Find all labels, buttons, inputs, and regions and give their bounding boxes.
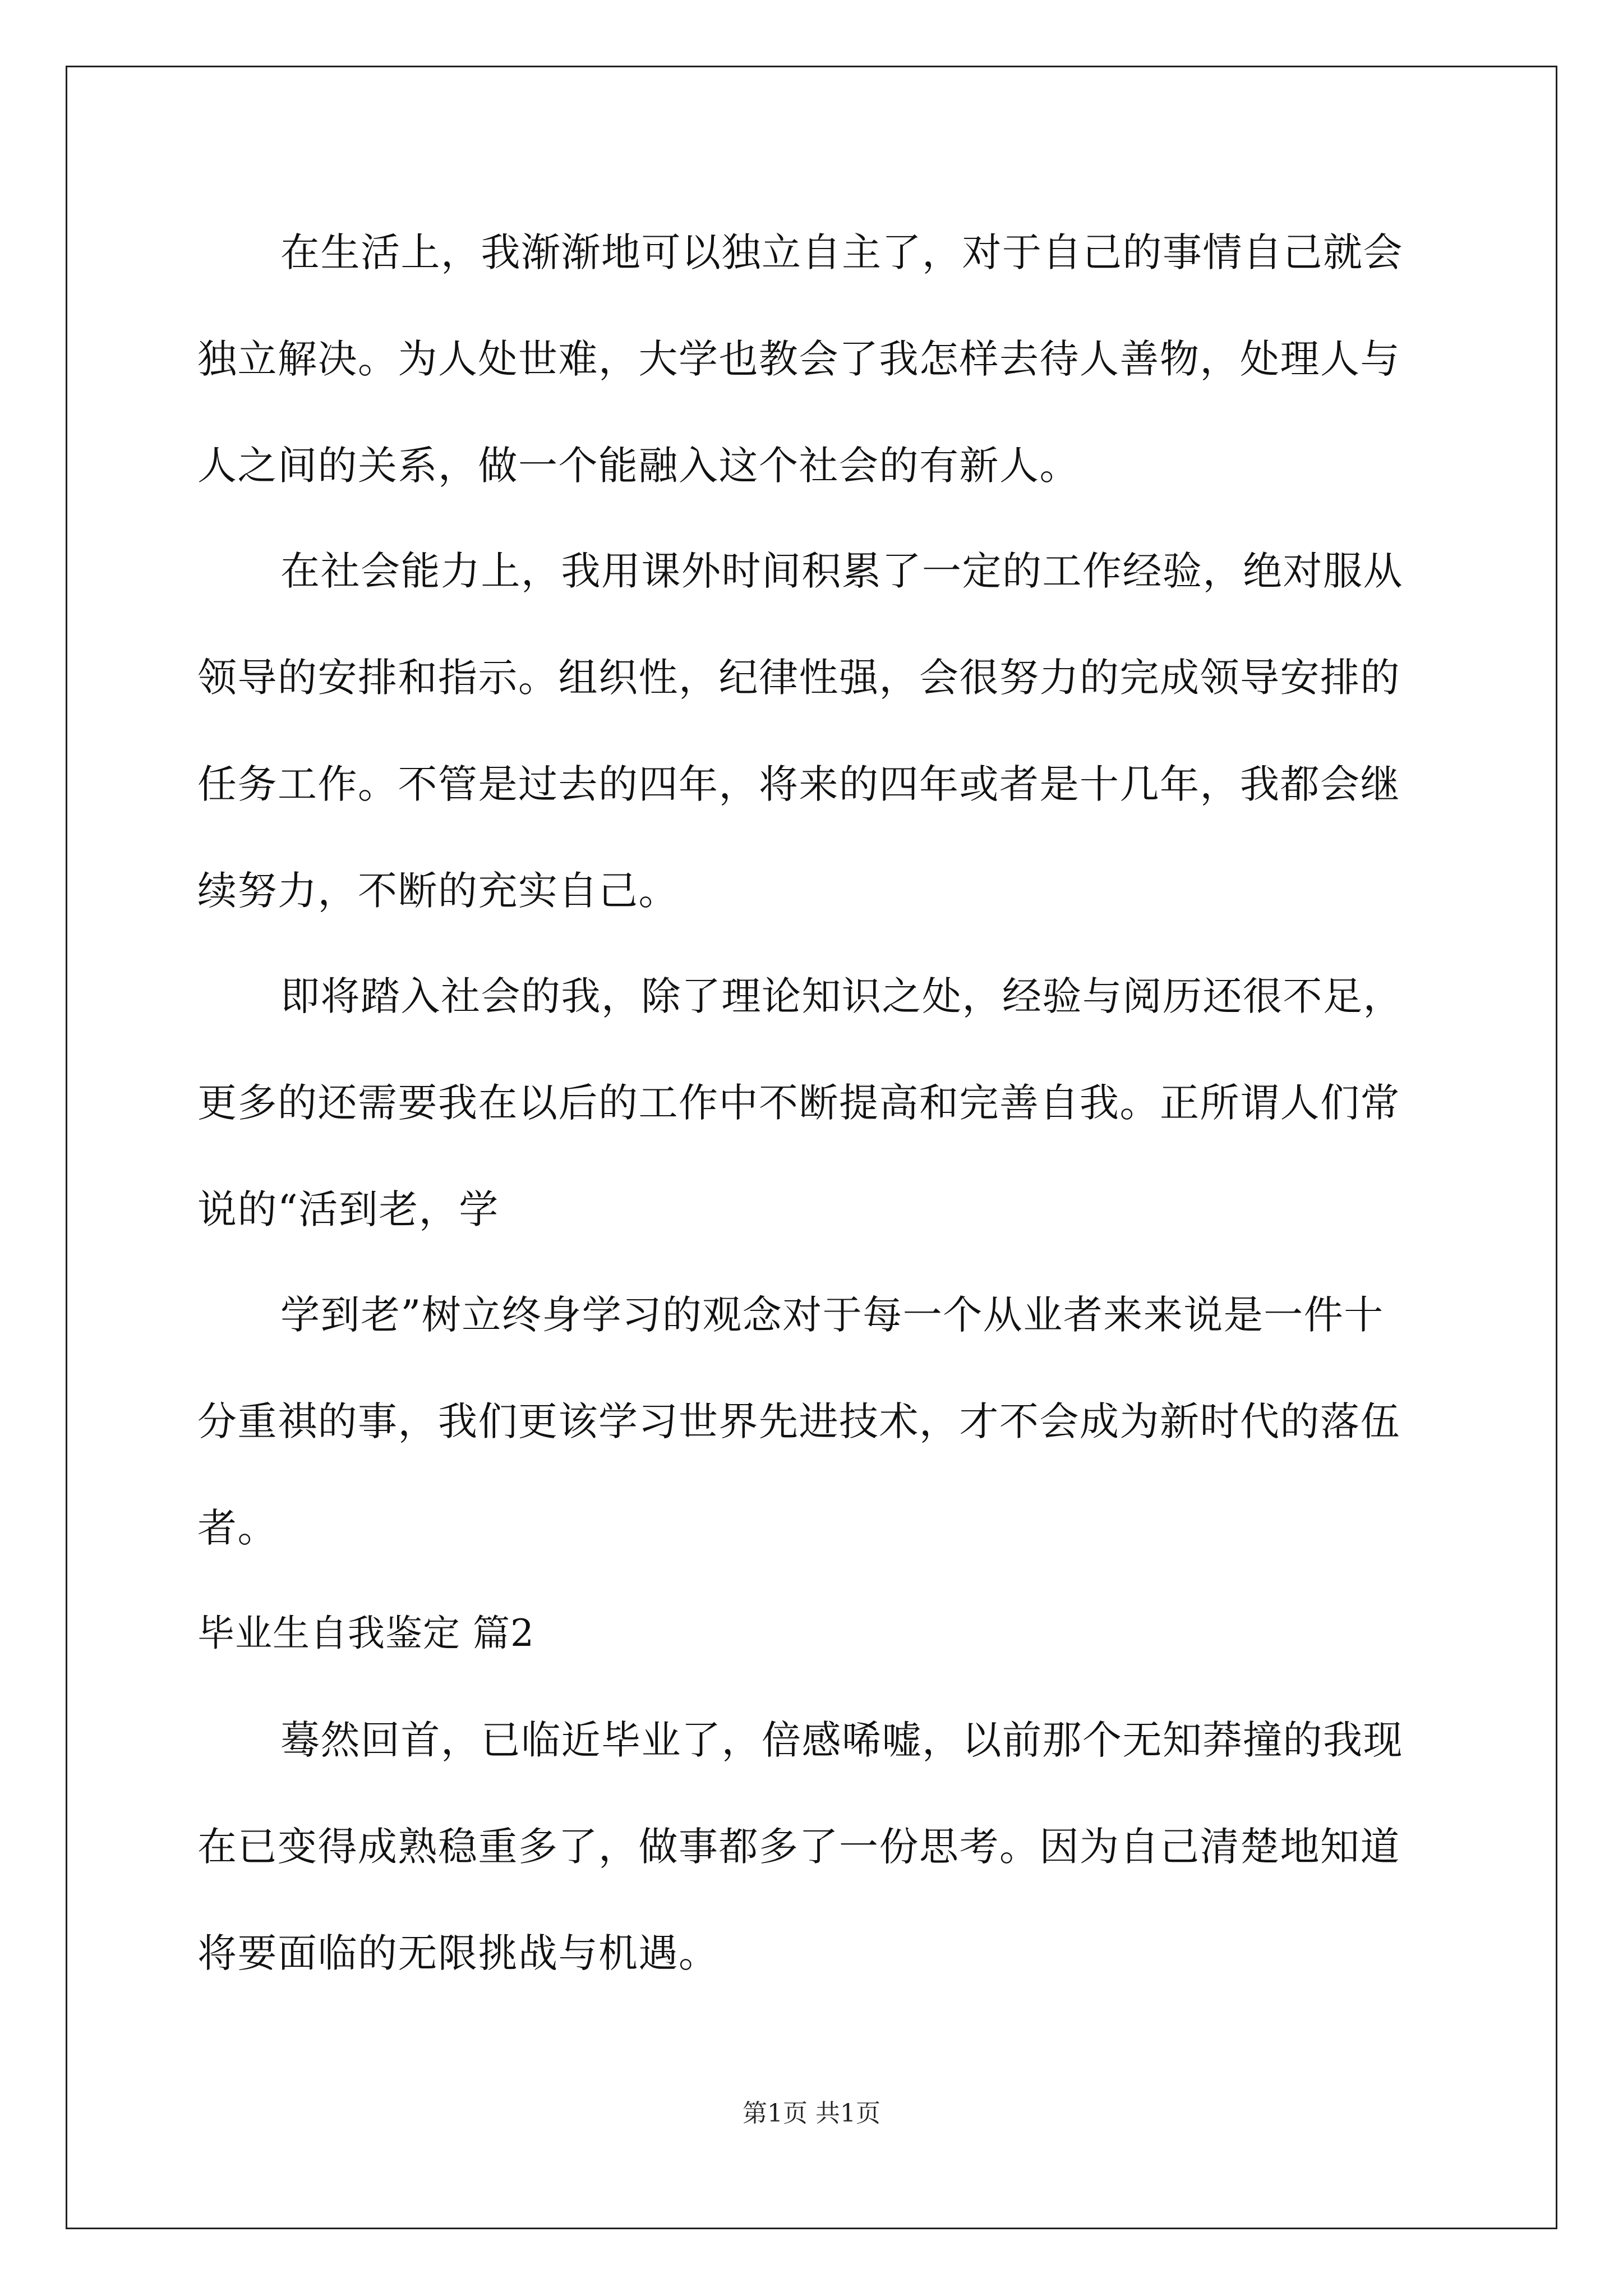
paragraph-2-line-3: 任务工作。不管是过去的四年，将来的四年或者是十几年，我都会继 (197, 761, 1400, 807)
section-paragraph-line-3: 将要面临的无限挑战与机遇。 (197, 1930, 719, 1976)
paragraph-1-line-1: 在生活上，我渐渐地可以独立自主了，对于自己的事情自己就会 (280, 229, 1403, 275)
page-footer: 第1页 共1页 (743, 2099, 880, 2128)
section-heading: 毕业生自我鉴定 篇2 (197, 1612, 534, 1655)
paragraph-1-line-2: 独立解决。为人处世难，大学也教会了我怎样去待人善物，处理人与 (197, 336, 1400, 382)
paragraph-2-line-4: 续努力，不断的充实自己。 (197, 868, 679, 914)
paragraph-4-line-1: 学到老”树立终身学习的观念对于每一个从业者来来说是一件十 (280, 1292, 1384, 1338)
section-paragraph-line-2: 在已变得成熟稳重多了，做事都多了一份思考。因为自己清楚地知道 (197, 1824, 1400, 1870)
paragraph-4-line-2: 分重祺的事，我们更该学习世界先进技术，才不会成为新时代的落伍 (197, 1398, 1400, 1444)
page-border (66, 66, 1557, 2229)
paragraph-2-line-2: 领导的安排和指示。组织性，纪律性强，会很努力的完成领导安排的 (197, 655, 1400, 701)
paragraph-3-line-2: 更多的还需要我在以后的工作中不断提高和完善自我。正所谓人们常 (197, 1080, 1400, 1126)
section-paragraph-line-1: 蓦然回首，已临近毕业了，倍感唏嘘，以前那个无知莽撞的我现 (280, 1717, 1403, 1763)
paragraph-3-line-3: 说的“活到老，学 (197, 1186, 499, 1232)
paragraph-1-line-3: 人之间的关系，做一个能融入这个社会的有新人。 (197, 443, 1080, 489)
paragraph-3-line-1: 即将踏入社会的我，除了理论知识之处，经验与阅历还很不足， (280, 973, 1403, 1019)
paragraph-4-line-3: 者。 (197, 1505, 278, 1551)
paragraph-2-line-1: 在社会能力上，我用课外时间积累了一定的工作经验，绝对服从 (280, 548, 1403, 594)
